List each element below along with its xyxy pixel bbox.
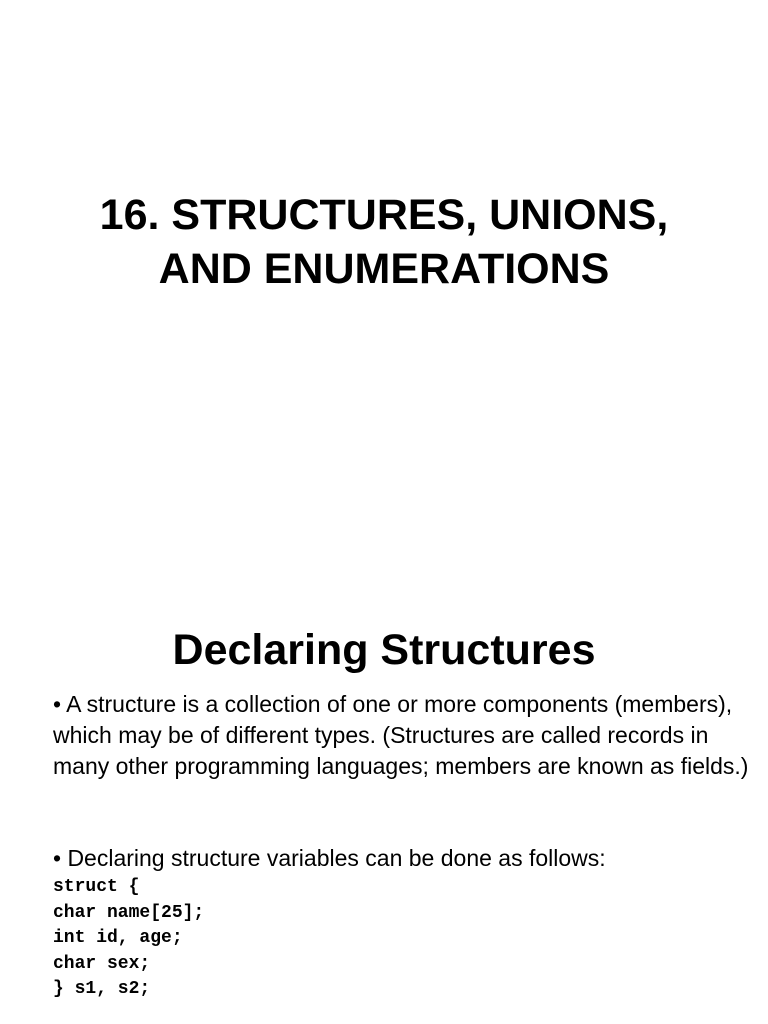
code-line: char name[25]; — [53, 902, 205, 923]
code-example — [53, 875, 204, 1003]
slide-title — [0, 188, 768, 296]
code-line: char sex; — [53, 953, 151, 974]
section-heading: Declaring Structures — [172, 626, 596, 674]
slide-title-line-2: AND ENUMERATIONS — [158, 245, 610, 293]
code-line: } s1, s2; — [53, 979, 151, 999]
code-line: int id, age; — [53, 928, 183, 948]
code-line: struct { — [53, 877, 140, 897]
slide-title-line-1: 16. STRUCTURES, UNIONS, — [99, 191, 669, 239]
declaration-intro-paragraph: • Declaring structure variables can be done as follows: — [53, 845, 606, 871]
structure-definition-paragraph: • A structure is a collection of one or more components (members), which may be of different types. (Structures are called records in many other programming languages; members are known as fields.) — [53, 691, 749, 779]
